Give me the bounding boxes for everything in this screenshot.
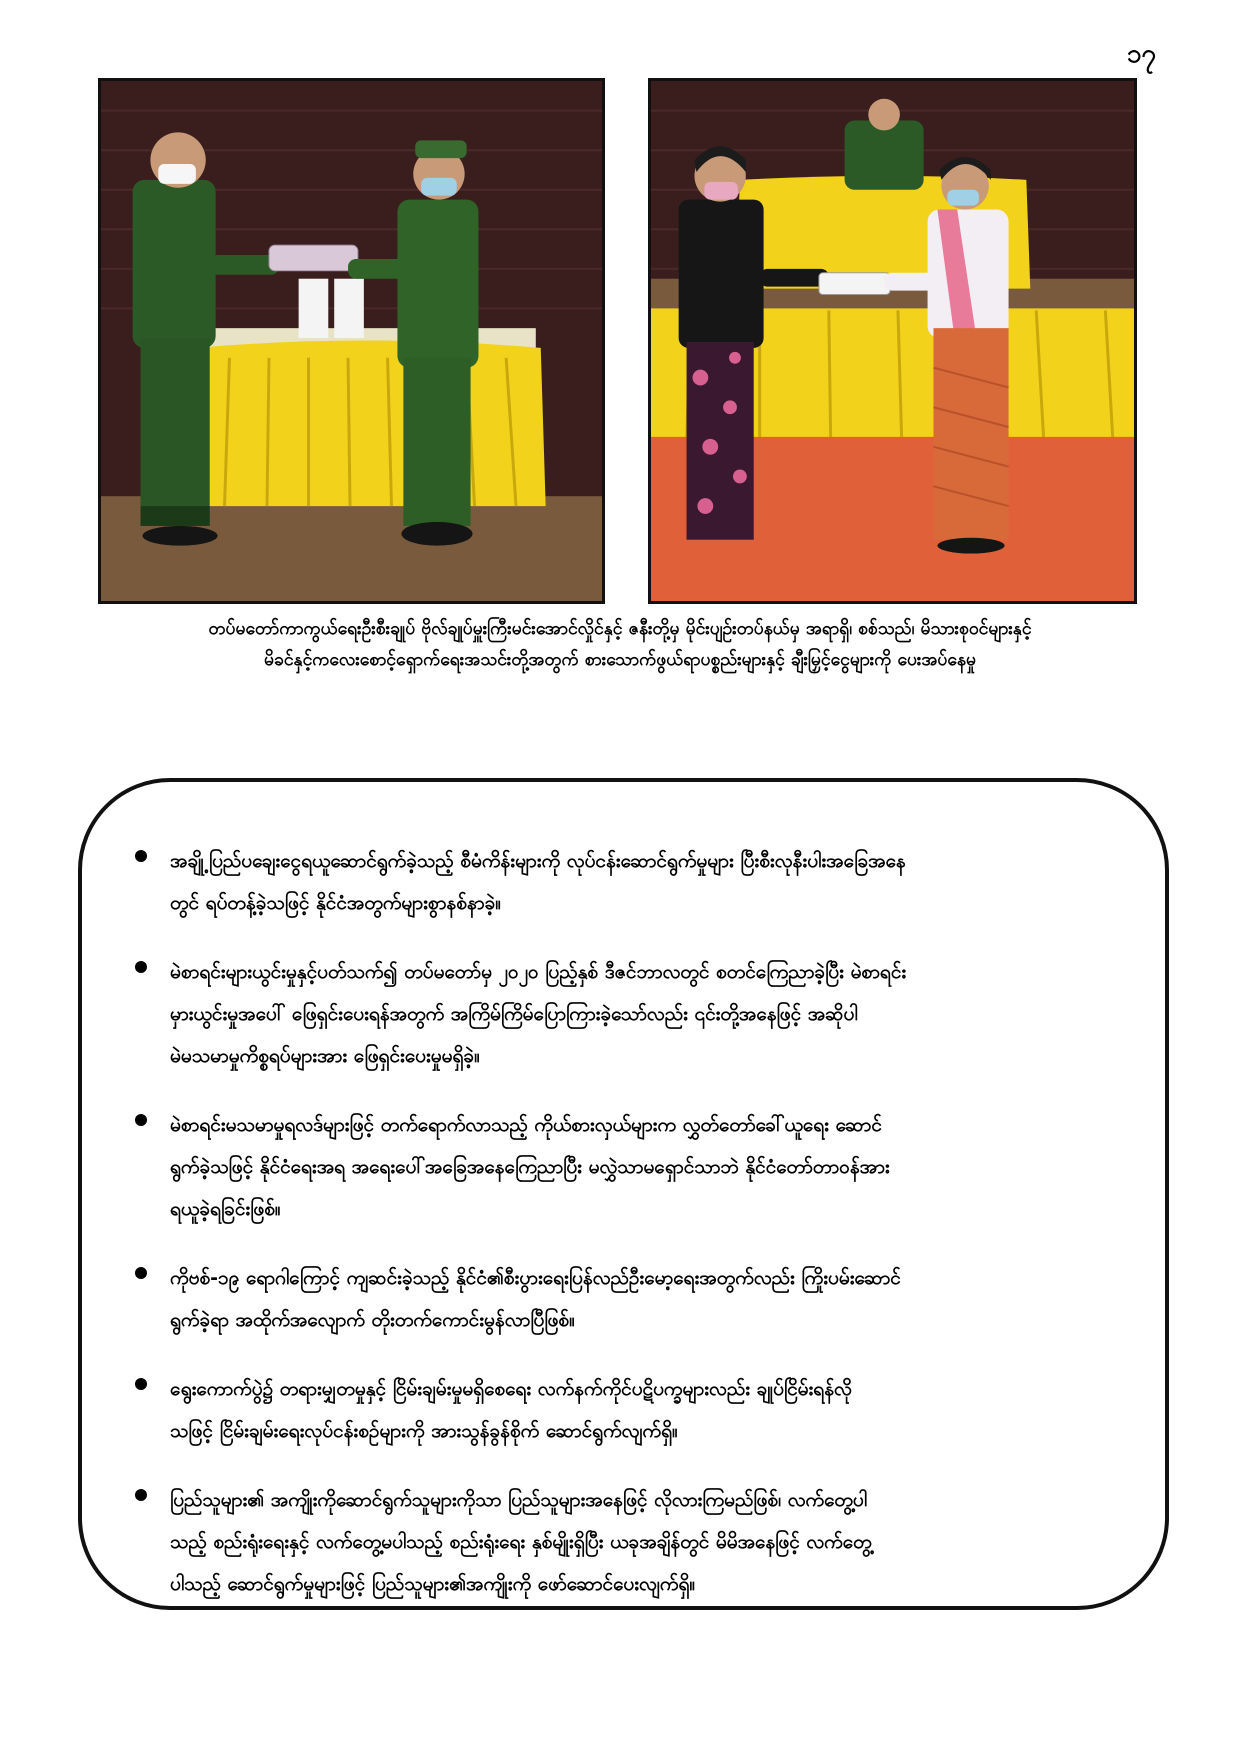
list-item bbox=[135, 840, 1135, 924]
bullet-text-line: မှားယွင်းမှုအပေါ် ဖြေရှင်းပေးရန်အတွက် အကြိမ်ကြိမ်ပြောကြားခဲ့သော်လည်း ၎င်းတို့အနေဖြင့် အဆိုပါ bbox=[170, 1003, 858, 1025]
bullet-text-line: မဲမသမာမှုကိစ္စရပ်များအား ဖြေရှင်းပေးမှုမရှိခဲ့။ bbox=[170, 1045, 480, 1067]
bullet-text-line: ရွေးကောက်ပွဲ၌ တရားမျှတမှုနှင့် ငြိမ်းချမ်းမှုမရှိစေရေး လက်နက်ကိုင်ပဋိပက္ခများလည်း ချုပ်ငြိမ်းရန်လို bbox=[170, 1378, 852, 1400]
bullet-icon bbox=[135, 1114, 147, 1126]
bullet-icon bbox=[135, 1378, 147, 1390]
photo-officers-gift-handover bbox=[98, 78, 605, 604]
bullet-text-line: ရွက်ခဲ့သဖြင့် နိုင်ငံရေးအရ အရေးပေါ်အခြေအနေကြေညာပြီး မလွှဲသာမရှောင်သာဘဲ နိုင်ငံတော်တာဝန်အား bbox=[170, 1156, 890, 1178]
bullet-icon bbox=[135, 961, 147, 973]
photo-women-illustration bbox=[651, 81, 1134, 601]
key-points-box bbox=[78, 778, 1169, 1610]
key-points-list bbox=[135, 840, 1135, 1632]
photo-officers-illustration bbox=[101, 81, 602, 601]
list-item bbox=[135, 951, 1135, 1077]
bullet-text-line: သဖြင့် ငြိမ်းချမ်းရေးလုပ်ငန်းစဉ်များကို အားသွန်ခွန်စိုက် ဆောင်ရွက်လျက်ရှိ။ bbox=[170, 1420, 678, 1442]
bullet-icon bbox=[135, 1489, 147, 1501]
bullet-text-line: တွင် ရပ်တန့်ခဲ့သဖြင့် နိုင်ငံအတွက်များစွာနစ်နာခဲ့။ bbox=[170, 892, 502, 914]
photo-women-gift-handover bbox=[648, 78, 1137, 604]
list-item bbox=[135, 1479, 1135, 1605]
bullet-icon bbox=[135, 1267, 147, 1279]
bullet-text-line: ရယူခဲ့ရခြင်းဖြစ်။ bbox=[170, 1198, 281, 1220]
page-number: ၁၇ bbox=[1126, 39, 1156, 69]
list-item bbox=[135, 1104, 1135, 1230]
bullet-text-line: မဲစာရင်းမသမာမှုရလဒ်များဖြင့် တက်ရောက်လာသည့် ကိုယ်စားလှယ်များက လွှတ်တော်ခေါ်ယူရေး ဆောင် bbox=[170, 1114, 882, 1136]
list-item bbox=[135, 1368, 1135, 1452]
bullet-text-line: အချို့ပြည်ပချေးငွေရယူဆောင်ရွက်ခဲ့သည့် စီမံကိန်းများကို လုပ်ငန်းဆောင်ရွက်မှုများ ပြီးစီးလုနီးပါးအခြေအနေ bbox=[170, 850, 906, 872]
bullet-text-line: ကိုဗစ်-၁၉ ရောဂါကြောင့် ကျဆင်းခဲ့သည့် နိုင်ငံ၏စီးပွားရေးပြန်လည်ဦးမော့ရေးအတွက်လည်း ကြိုးပမ်းဆောင် bbox=[170, 1267, 901, 1289]
bullet-icon bbox=[135, 850, 147, 862]
list-item bbox=[135, 1257, 1135, 1341]
photo-caption bbox=[70, 614, 1170, 676]
caption-line: တပ်မတော်ကာကွယ်ရေးဦးစီးချုပ် ဗိုလ်ချုပ်မှူးကြီးမင်းအောင်လှိုင်နှင့် ဇနီးတို့မှ မိုင်းပျဉ်းတပ်နယ်မှ အရာရှိ၊ စစ်သည်၊ မိသားစုဝင်များနှင့် bbox=[208, 619, 1032, 639]
bullet-text-line: သည့် စည်းရုံးရေးနှင့် လက်တွေ့မပါသည့် စည်းရုံးရေး နှစ်မျိုးရှိပြီး ယခုအချိန်တွင် မိမိအနေဖြင့် လက်တွေ့ bbox=[170, 1531, 872, 1553]
bullet-text-line: မဲစာရင်းများယွင်းမှုနှင့်ပတ်သက်၍ တပ်မတော်မှ ၂၀၂၀ ပြည့်နှစ် ဒီဇင်ဘာလတွင် စတင်ကြေညာခဲ့ပြီး မဲစာရင်း bbox=[170, 961, 907, 983]
bullet-text-line: ပါသည့် ဆောင်ရွက်မှုများဖြင့် ပြည်သူများ၏အကျိုးကို ဖော်ဆောင်ပေးလျက်ရှိ။ bbox=[170, 1573, 696, 1595]
bullet-text-line: ပြည်သူများ၏ အကျိုးကိုဆောင်ရွက်သူများကိုသာ ပြည်သူများအနေဖြင့် လိုလားကြမည်ဖြစ်၊ လက်တွေ့ပါ bbox=[170, 1489, 868, 1511]
caption-line: မိခင်နှင့်ကလေးစောင့်ရှောက်ရေးအသင်းတို့အတွက် စားသောက်ဖွယ်ရာပစ္စည်းများနှင့် ချီးမြှင့်ငွေများကို ပေးအပ်နေမှု bbox=[264, 650, 976, 670]
bullet-text-line: ရွက်ခဲ့ရာ အထိုက်အလျောက် တိုးတက်ကောင်းမွန်လာပြီဖြစ်။ bbox=[170, 1309, 575, 1331]
